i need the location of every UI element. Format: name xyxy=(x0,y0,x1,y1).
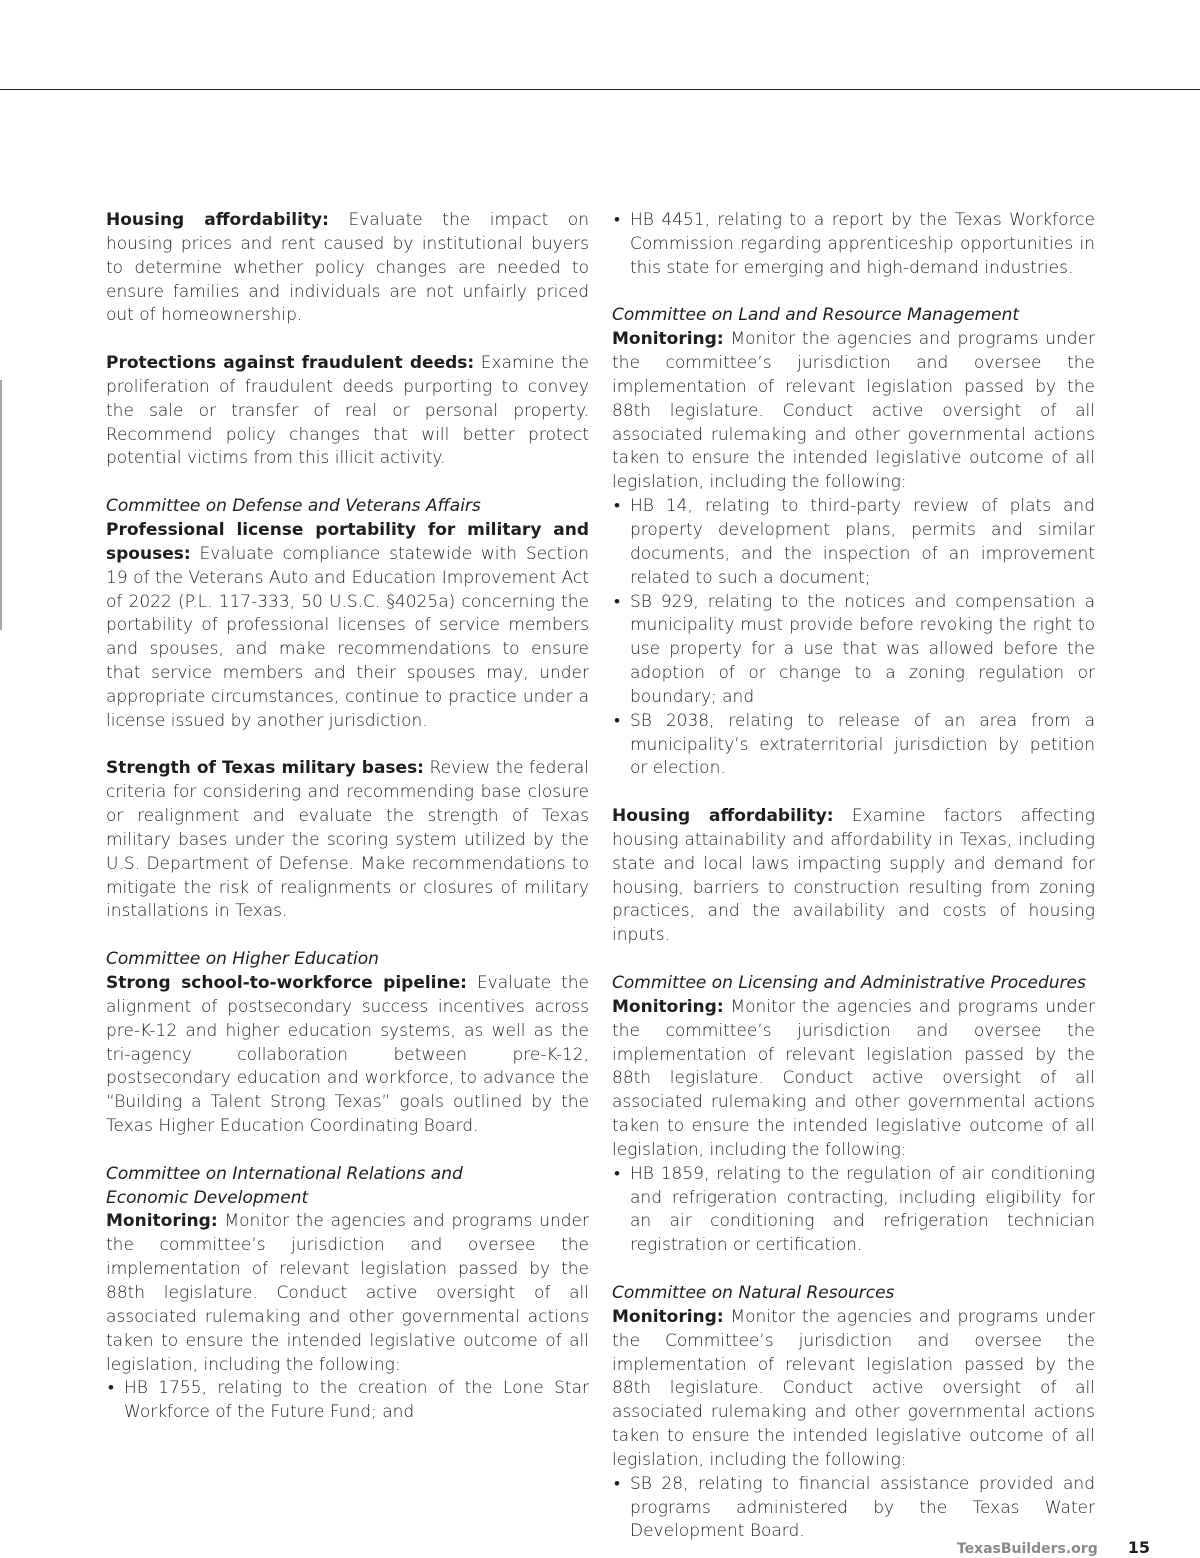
left-column xyxy=(106,209,589,1425)
bill-list xyxy=(612,495,1095,781)
monitoring-paragraph xyxy=(106,1210,589,1377)
housing-affordability-paragraph xyxy=(106,209,589,328)
page-edge-mark xyxy=(0,380,2,630)
committee-title: Committee on Natural Resources xyxy=(612,1282,895,1303)
committee-title xyxy=(106,1163,589,1211)
bill-item: • SB 28, relating to financial assistance provided and programs administered by the Texas Water Development Board. xyxy=(612,1473,1095,1545)
paragraph-text: Monitor the agencies and programs under the committee’s jurisdiction and oversee the implementation of relevant legislation passed by the 88th legislature. Conduct active oversight of all associated rulemaking and other governmental actions taken to ensure the intended legislative outcome of all legislation, including the following: xyxy=(106,1211,589,1375)
paragraph-heading: Monitoring: xyxy=(612,1306,724,1327)
footer-site-link[interactable]: TexasBuilders.org xyxy=(956,1541,1098,1557)
page-footer xyxy=(957,1538,1150,1557)
paragraph-heading: Monitoring: xyxy=(612,996,724,1017)
monitoring-paragraph xyxy=(612,1306,1095,1473)
fraudulent-deeds-paragraph xyxy=(106,352,589,471)
workforce-pipeline-paragraph xyxy=(106,972,589,1139)
header-rule xyxy=(0,89,1200,90)
paragraph-text: Evaluate the impact on housing prices and rent caused by institutional buyers to determine whether policy changes are needed to ensure families and individuals are not unfairly priced out of homeownership. xyxy=(106,210,589,326)
committee-title: Committee on Land and Resource Management xyxy=(612,305,1020,326)
license-portability-paragraph xyxy=(106,519,589,734)
paragraph-heading: Monitoring: xyxy=(612,329,724,350)
paragraph-heading: Strong school-to-workforce pipeline: xyxy=(106,973,467,993)
paragraph-text: Examine factors affecting housing attainability and affordability in Texas, including state and local laws impacting supply and demand for housing, barriers to construction resulting from zoning practices, and the availability and costs of housing inputs. xyxy=(612,806,1096,946)
paragraph-text: Monitor the agencies and programs under the committee’s jurisdiction and oversee the implementation of relevant legislation passed by the 88th legislature. Conduct active oversight of all associated rulemaking and other governmental actions taken to ensure the intended legislative outcome of all legislation, including the following: xyxy=(612,329,1095,493)
bill-list xyxy=(612,209,1095,281)
right-column xyxy=(612,209,1095,1544)
monitoring-paragraph xyxy=(612,996,1095,1163)
paragraph-text: Review the federal criteria for considering and recommending base closure or realignment and evaluate the strength of Texas military bases under the scoring system utilized by the U.S. Department of Defense. Make recommendations to mitigate the risk of realignments or closures of military installations in Texas. xyxy=(106,758,589,922)
committee-title: Committee on Defense and Veterans Affairs xyxy=(106,496,481,517)
paragraph-text: Evaluate compliance statewide with Section 19 of the Veterans Auto and Education Improvement Act of 2022 (P.L. 117-333, 50 U.S.C. §4025a) concerning the portability of professional licenses of service members and spouses, and make recommendations to ensure that service members and their spouses may, under appropriate circumstances, continue to practice under a license issued by another jurisdiction. xyxy=(106,543,590,731)
page-number: 15 xyxy=(1127,1538,1150,1557)
paragraph-text: Monitor the agencies and programs under the committee’s jurisdiction and oversee the implementation of relevant legislation passed by the 88th legislature. Conduct active oversight of all associated rulemaking and other governmental actions taken to ensure the intended legislative outcome of all legislation, including the following: xyxy=(612,996,1095,1160)
paragraph-text: Examine the proliferation of fraudulent deeds purporting to convey the sale or transfer of real or personal property. Recommend policy changes that will better protect potential victims from this illicit activity. xyxy=(106,353,589,469)
committee-title: Committee on Higher Education xyxy=(106,949,379,970)
monitoring-paragraph xyxy=(612,328,1095,495)
paragraph-heading: Monitoring: xyxy=(106,1211,218,1232)
bill-list xyxy=(106,1377,589,1425)
paragraph-heading: Strength of Texas military bases: xyxy=(106,758,424,779)
bill-item: • HB 4451, relating to a report by the Texas Workforce Commission regarding apprenticeship opportunities in this state for emerging and high-demand industries. xyxy=(612,209,1095,281)
paragraph-heading: Housing affordability: xyxy=(106,210,329,230)
committee-title-line: Committee on International Relations and xyxy=(106,1163,463,1184)
housing-affordability-paragraph xyxy=(612,805,1095,948)
bill-item: • HB 14, relating to third-party review of plats and property development plans, permits and similar documents, and the inspection of an improvement related to such a document; xyxy=(612,495,1095,590)
paragraph-text: Monitor the agencies and programs under the Committee’s jurisdiction and oversee the implementation of relevant legislation passed by the 88th legislature. Conduct active oversight of all associated rulemaking and other governmental actions taken to ensure the intended legislative outcome of all legislation, including the following: xyxy=(612,1306,1095,1470)
committee-title-line: Economic Development xyxy=(106,1187,309,1208)
bill-item: • SB 2038, relating to release of an area from a municipality’s extraterritorial jurisdiction by petition or election. xyxy=(612,710,1095,782)
paragraph-text: Evaluate the alignment of postsecondary success incentives across pre-K-12 and higher education systems, as well as the tri-agency collaboration between pre-K-12, postsecondary education and workforce, to advance the “Building a Talent Strong Texas” goals outlined by the Texas Higher Education Coordinating Board. xyxy=(106,973,590,1137)
bill-item: • SB 929, relating to the notices and compensation a municipality must provide before revoking the right to use property for a use that was allowed before the adoption of or change to a zoning regulation or boundary; and xyxy=(612,591,1095,710)
bill-list xyxy=(612,1473,1095,1545)
bill-list xyxy=(612,1163,1095,1258)
paragraph-heading: Housing affordability: xyxy=(612,806,834,827)
committee-title: Committee on Licensing and Administrative Procedures xyxy=(612,973,1086,993)
paragraph-heading: Protections against fraudulent deeds: xyxy=(106,353,475,374)
paragraph-heading: Professional license portability for military and spouses: xyxy=(106,519,589,564)
military-bases-paragraph xyxy=(106,757,589,924)
bill-item: • HB 1859, relating to the regulation of air conditioning and refrigeration contracting, including eligibility for an air conditioning and refrigeration technician registration or certification. xyxy=(612,1163,1095,1258)
bill-item: • HB 1755, relating to the creation of the Lone Star Workforce of the Future Fund; and xyxy=(106,1377,589,1425)
